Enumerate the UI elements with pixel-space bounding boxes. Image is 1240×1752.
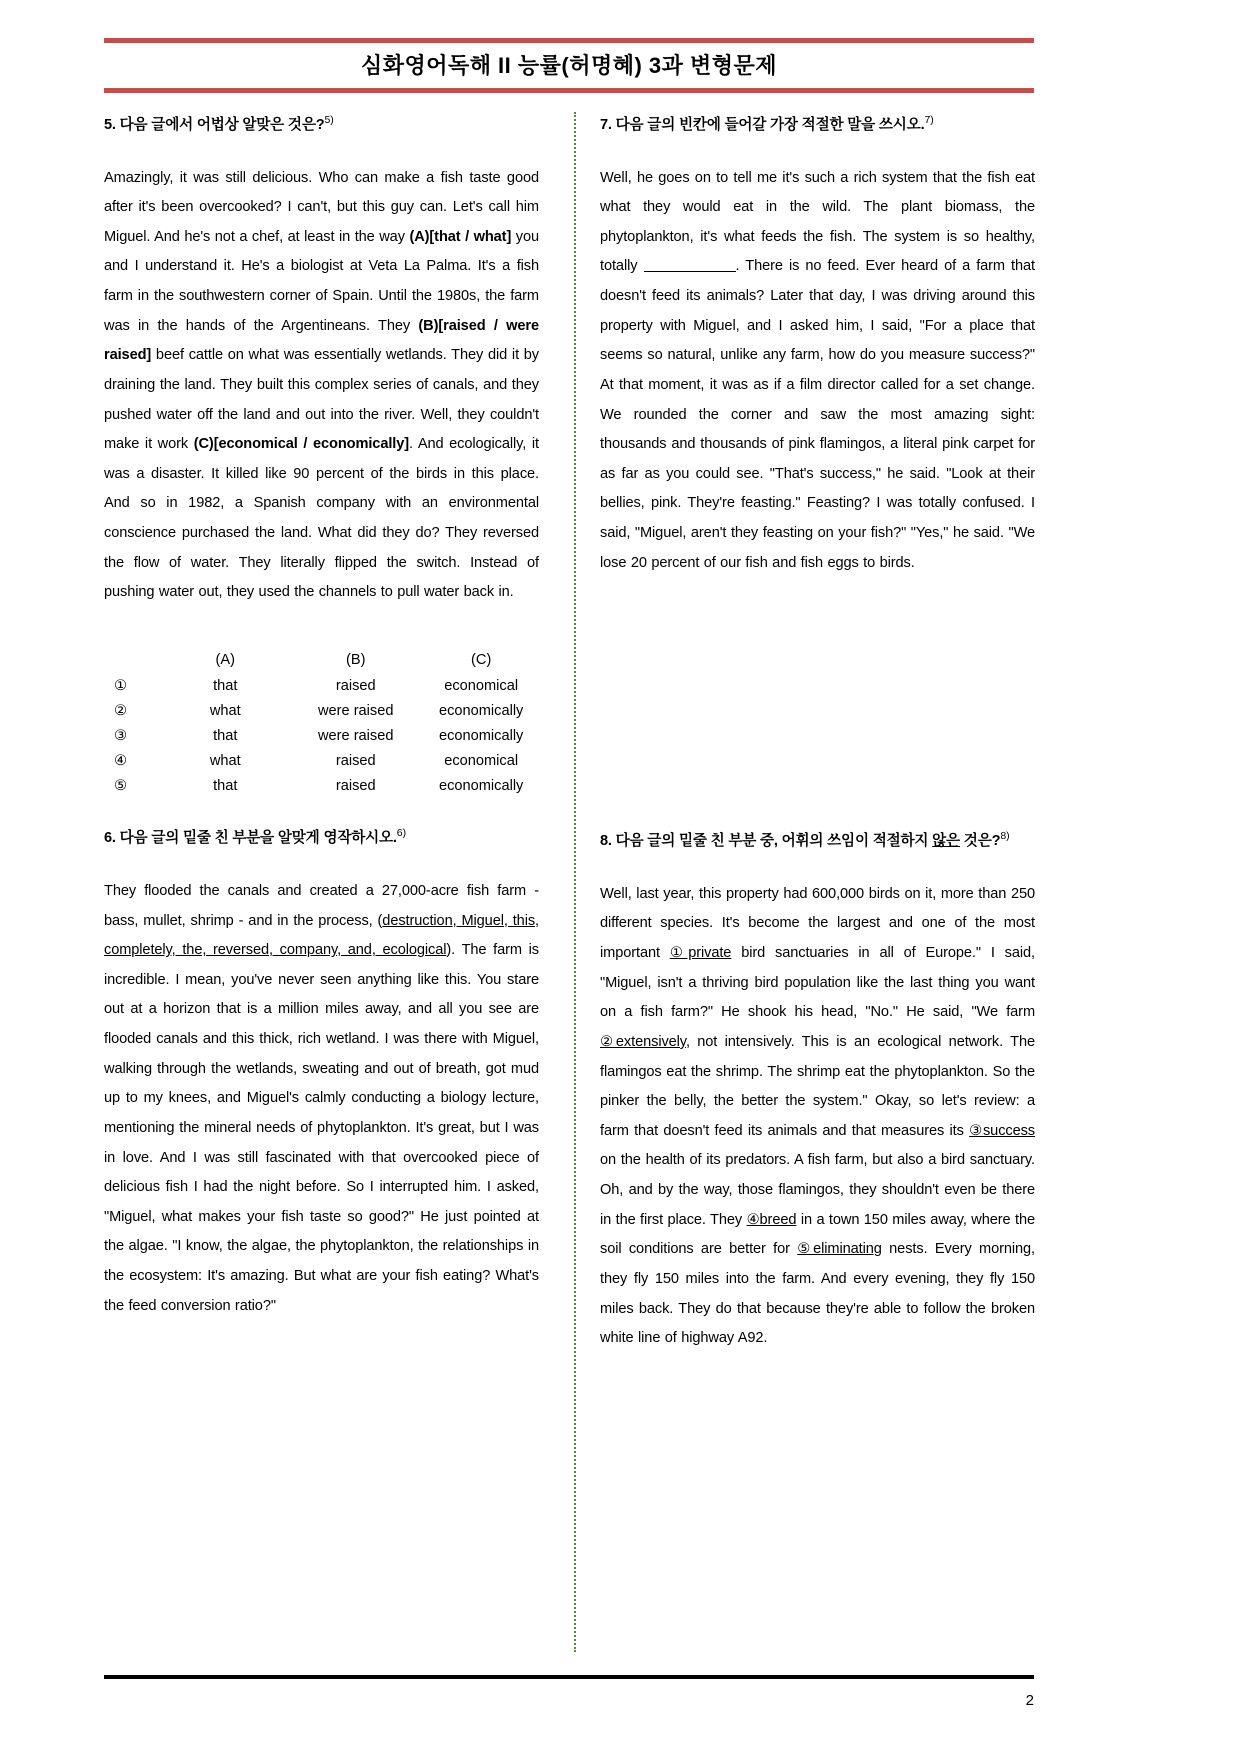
q8-text-4: on the health of its predators. A fish farm, but also a bird sanctuary. Oh, and by the way, those flamingos, they shouldn't even be there in the first place. They	[600, 1152, 1035, 1228]
option-row-2[interactable]	[104, 699, 539, 724]
option-4-c: economical	[444, 753, 519, 770]
q6-text-2: ). The farm is incredible. I mean, you've never seen anything like this. You stare out at a horizon that is a million miles away, and all you see are flooded canals and this thick, rich wetland. I was there with Miguel, walking through the wetlands, sweating and out of breath, got mud up to my knees, and Miguel's calmly conducting a biology lecture, mentioning the mineral needs of phytoplankton. It's great, but I was in love. And I was still fascinated with that overcooked piece of delicious fish I had the night before. So I interrupted him. I asked, "Miguel, what makes your fish taste so good?" He just pointed at the algae. "I know, the algae, the phytoplankton, the relationships in the ecosystem: It's amazing. But what are your fish eating? What's the feed conversion ratio?"	[104, 942, 539, 1314]
question-5-number: 5.	[104, 116, 116, 133]
q7-text-1: Well, he goes on to tell me it's such a rich system that the fish eat what they would eat in the wild. The plant biomass, the phytoplankton, it's what feeds the fish. The system is so healthy, totally	[600, 169, 1035, 275]
q8-choice-4[interactable]: ④breed	[746, 1211, 797, 1228]
question-5-footnote: 5)	[324, 114, 334, 126]
option-5-number: ⑤	[114, 778, 128, 795]
q8-choice-1[interactable]: ①private	[669, 945, 732, 961]
question-8-prompt-part2: 것은?	[959, 833, 1001, 850]
option-row-5[interactable]	[104, 774, 539, 799]
q7-text-2: . There is no feed. Ever heard of a farm that doesn't feed its animals? Later that day, I was driving around this property with Miguel, and I asked him, I said, "For a place that seems so natural, unlike any farm, how do you measure success?" At that moment, it was as if a film director called for a set change. We rounded the corner and saw the most amazing sight: thousands and thousands of pink flamingos, a literal pink carpet for as far as you could see. "That's success," he said. "Look at their bellies, pink. They're feasting." Feasting? I was totally confused. I said, "Miguel, aren't they feasting on your fish?" "Yes," he said. "We lose 20 percent of our fish and fish eggs to birds.	[600, 258, 1035, 571]
question-5-prompt: 다음 글에서 어법상 알맞은 것은?	[119, 116, 325, 133]
options-header-blank	[104, 648, 162, 674]
q8-choice-5[interactable]: ⑤eliminating	[797, 1241, 882, 1258]
option-5-a: that	[213, 778, 238, 795]
q5-text-4: . And ecologically, it was a disaster. It killed like 90 percent of the birds in this place. And so in 1982, a Spanish company with an environmental conscience purchased the land. What did they do? They reversed the flow of water. They literally flipped the switch. Instead of pushing water out, they used the channels to pull water back in.	[104, 436, 539, 601]
q5-text-3: beef cattle on what was essentially wetlands. They did it by draining the land. They built this complex series of canals, and they pushed water off the land and out into the river. Well, they couldn't make it work	[104, 347, 539, 453]
question-5-heading	[104, 112, 539, 138]
question-7-prompt: 다음 글의 빈칸에 들어갈 가장 적절한 말을 쓰시오.	[615, 116, 925, 133]
q8-choice-3[interactable]: ③success	[969, 1122, 1035, 1139]
question-6-number: 6.	[104, 830, 116, 847]
document-title: 심화영어독해 II 능률(허명혜) 3과 변형문제	[360, 53, 778, 78]
question-7-heading	[600, 112, 1035, 138]
question-6-prompt: 다음 글의 밑줄 친 부분을 알맞게 영작하시오.	[119, 830, 397, 847]
option-3-number: ③	[114, 728, 128, 745]
option-1-a: that	[213, 677, 238, 694]
page-footer	[104, 1675, 1034, 1708]
option-2-b: were raised	[318, 703, 394, 720]
page-header	[104, 38, 1034, 93]
left-column	[104, 112, 539, 1652]
options-header-row	[104, 648, 539, 674]
page-number: 2	[1025, 1692, 1034, 1709]
question-7-footnote: 7)	[924, 114, 934, 126]
option-3-b: were raised	[318, 728, 394, 745]
option-5-b: raised	[335, 778, 376, 795]
header-bottom-rule	[104, 88, 1034, 93]
q6-scrambled-words: destruction, Miguel, this, completely, the, reversed, company, and, ecological	[104, 912, 539, 959]
option-1-number: ①	[114, 677, 128, 694]
question-6-heading	[104, 825, 539, 851]
column-divider	[574, 112, 576, 1652]
q8-text-5: in a town 150 miles away, where the soil conditions are better for	[600, 1211, 1035, 1258]
option-row-4[interactable]	[104, 749, 539, 774]
options-header-b: (B)	[346, 651, 366, 668]
q8-text-1: Well, last year, this property had 600,000 birds on it, more than 250 different species. It's become the largest and one of the most important	[600, 885, 1035, 961]
body-columns	[104, 112, 1034, 1652]
option-5-c: economically	[439, 778, 524, 795]
question-6-passage	[104, 877, 539, 1321]
option-4-a: what	[209, 753, 241, 770]
question-8-footnote: 8)	[1000, 830, 1010, 843]
q5-blank-c: (C)[economical / economically]	[193, 436, 410, 453]
option-1-c: economical	[444, 677, 519, 694]
option-2-a: what	[209, 703, 241, 720]
q5-blank-a: (A)[that / what]	[409, 228, 512, 245]
question-5-passage	[104, 164, 539, 608]
q7-answer-blank[interactable]	[644, 271, 736, 272]
question-8-passage	[600, 880, 1035, 1354]
option-row-1[interactable]	[104, 674, 539, 699]
q8-text-6: nests. Every morning, they fly 150 miles into the farm. And every evening, they fly 150 miles back. They do that because they're able to follow the broken white line of highway A92.	[600, 1241, 1036, 1347]
q5-blank-b: (B)[raised / were raised]	[104, 317, 540, 364]
question-5-options-table	[104, 648, 539, 800]
option-2-number: ②	[114, 703, 128, 720]
question-7-number: 7.	[600, 116, 612, 133]
q6-text-1: They flooded the canals and created a 27,000-acre fish farm - bass, mullet, shrimp - and in the process, (	[104, 882, 539, 929]
option-4-number: ④	[114, 753, 128, 770]
options-header-c: (C)	[471, 651, 492, 668]
option-3-c: economically	[439, 728, 524, 745]
option-1-b: raised	[335, 677, 376, 694]
question-8-prompt-part1: 다음 글의 밑줄 친 부분 중, 어휘의 쓰임이 적절하지	[615, 833, 933, 850]
q8-choice-2[interactable]: ②extensively	[600, 1033, 686, 1050]
question-8-prompt-emphasis: 않은	[932, 833, 960, 850]
option-3-a: that	[213, 728, 238, 745]
option-row-3[interactable]	[104, 724, 539, 749]
right-column	[600, 112, 1035, 1652]
option-2-c: economically	[439, 703, 524, 720]
q5-text-2: you and I understand it. He's a biologist at Veta La Palma. It's a fish farm in the southwestern corner of Spain. Until the 1980s, the farm was in the hands of the Argentineans. They	[104, 228, 539, 334]
q8-text-3: , not intensively. This is an ecological network. The flamingos eat the shrimp. The shrimp eat the phytoplankton. So the pinker the belly, the better the system." Okay, so let's review: a farm that doesn't feed its animals and that measures its	[600, 1033, 1036, 1139]
question-6-footnote: 6)	[396, 827, 407, 840]
options-header-a: (A)	[215, 651, 235, 668]
question-8-number: 8.	[600, 833, 612, 850]
option-4-b: raised	[335, 753, 376, 770]
question-8-heading	[600, 828, 1035, 854]
q5-text-1: Amazingly, it was still delicious. Who can make a fish taste good after it's been overcooked? I can't, but this guy can. Let's call him Miguel. And he's not a chef, at least in the way	[104, 169, 539, 245]
q8-text-2: bird sanctuaries in all of Europe." I said, "Miguel, isn't a thriving bird population like the last thing you want on a fish farm?" He shook his head, "No." He said, "We farm	[600, 945, 1035, 1021]
question-7-passage	[600, 164, 1035, 579]
